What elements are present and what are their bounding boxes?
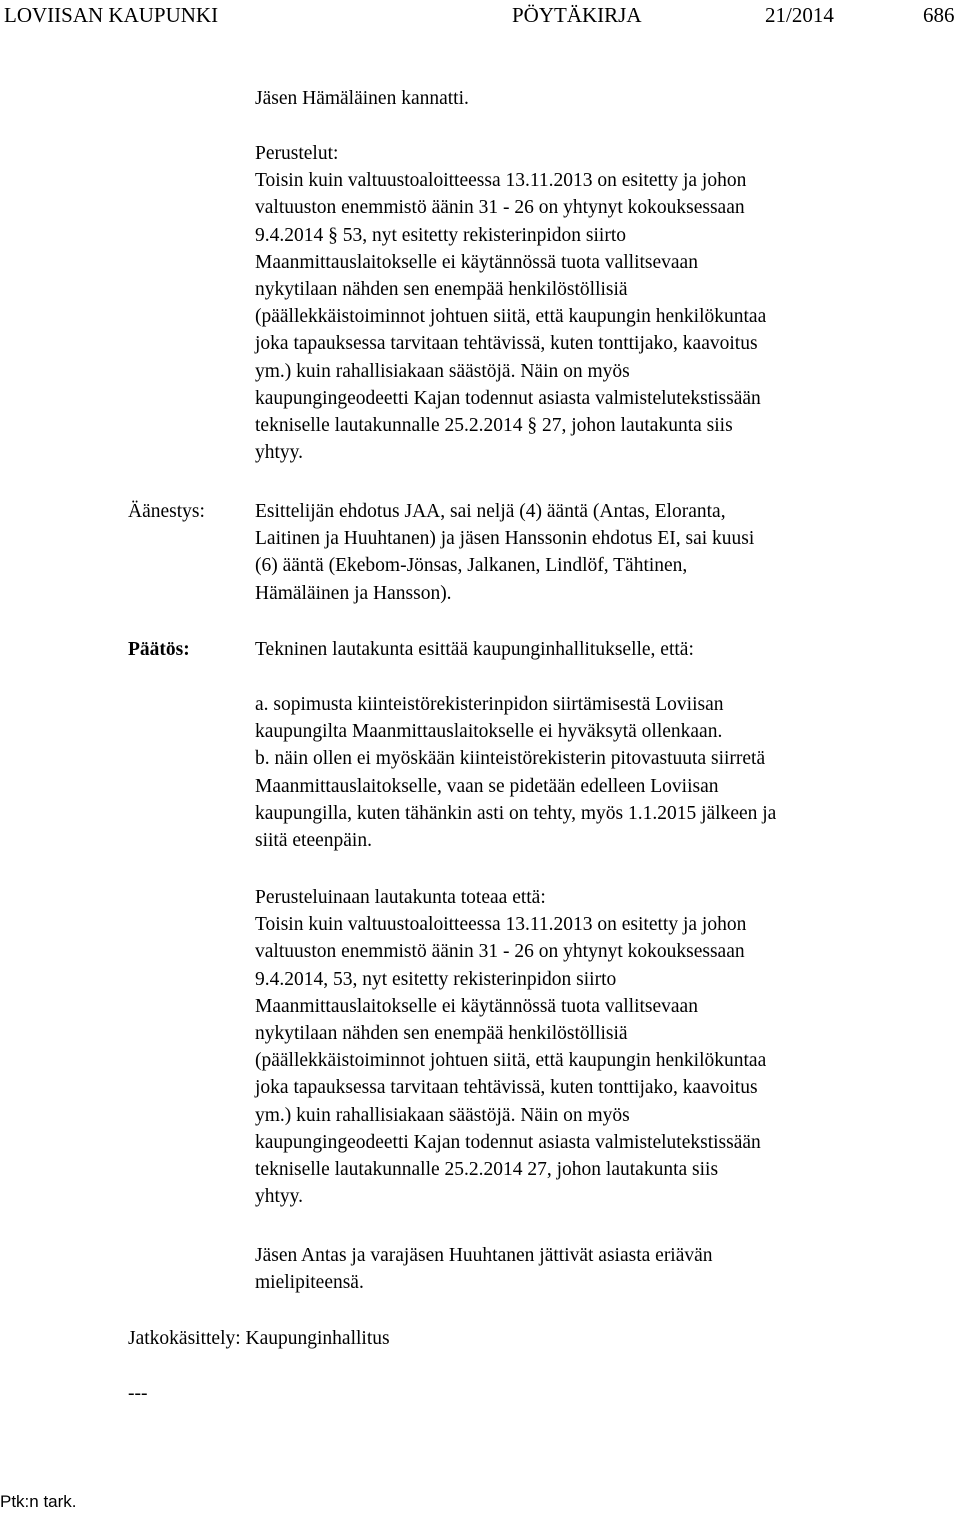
- board-reasoning-line: (päällekkäistoiminnot johtuen siitä, että kaupungin henkilökuntaa: [255, 1050, 767, 1072]
- decision-line: siitä eteenpäin.: [255, 829, 372, 851]
- reasoning-line: Maanmittauslaitokselle ei käytännössä tuota vallitsevaan: [255, 251, 698, 273]
- reasoning-line: joka tapauksessa tarvitaan tehtävissä, kuten tonttijako, kaavoitus: [255, 333, 758, 355]
- reasoning-line: nykytilaan nähden sen enempää henkilöstöllisiä: [255, 278, 628, 300]
- header-number: 21/2014: [765, 3, 834, 27]
- separator: ---: [128, 1383, 148, 1404]
- reasoning-line: tekniselle lautakunnalle 25.2.2014 § 27, johon lautakunta siis: [255, 414, 733, 436]
- reasoning-line: Toisin kuin valtuustoaloitteessa 13.11.2013 on esitetty ja johon: [255, 170, 747, 192]
- reasoning-line: yhtyy.: [255, 442, 304, 464]
- further-handling: Jatkokäsittely: Kaupunginhallitus: [128, 1328, 390, 1349]
- decision-line: kaupungilla, kuten tähänkin asti on tehty, myös 1.1.2015 jälkeen ja: [255, 802, 777, 824]
- decision-intro: [255, 636, 694, 663]
- reasoning-title: Perustelut:: [255, 143, 339, 164]
- board-reasoning-line: tekniselle lautakunnalle 25.2.2014 27, johon lautakunta siis: [255, 1158, 719, 1180]
- board-reasoning-line: Maanmittauslaitokselle ei käytännössä tuota vallitsevaan: [255, 995, 698, 1017]
- decision-line: b. näin ollen ei myöskään kiinteistörekisterin pitovastuuta siirretä: [255, 748, 766, 770]
- dissent-line: Jäsen Antas ja varajäsen Huuhtanen jättivät asiasta eriävän: [255, 1245, 713, 1266]
- opening-text: [255, 85, 469, 112]
- board-reasoning-line: joka tapauksessa tarvitaan tehtävissä, kuten tonttijako, kaavoitus: [255, 1077, 758, 1099]
- board-reasoning-line: 9.4.2014, 53, nyt esitetty rekisterinpidon siirto: [255, 968, 617, 990]
- decision-line: kaupungilta Maanmittauslaitokselle ei hyväksytä ollenkaan.: [255, 721, 723, 743]
- vote-line: Hämäläinen ja Hansson).: [255, 582, 452, 604]
- footer-note: Ptk:n tark.: [0, 1492, 77, 1511]
- decision-intro-line: Tekninen lautakunta esittää kaupunginhallitukselle, että:: [255, 639, 694, 660]
- board-reasoning-title: Perusteluinaan lautakunta toteaa että:: [255, 887, 546, 908]
- reasoning-line: (päällekkäistoiminnot johtuen siitä, että kaupungin henkilökuntaa: [255, 306, 767, 328]
- board-reasoning-line: nykytilaan nähden sen enempää henkilöstöllisiä: [255, 1022, 628, 1044]
- board-reasoning-section: [255, 884, 766, 1210]
- board-reasoning-line: Toisin kuin valtuustoaloitteessa 13.11.2013 on esitetty ja johon: [255, 914, 747, 936]
- header-page-number: 686: [923, 3, 955, 27]
- decision-label: Päätös:: [128, 639, 190, 660]
- reasoning-line: valtuuston enemmistö äänin 31 - 26 on yhtynyt kokouksessaan: [255, 197, 745, 219]
- vote-line: (6) ääntä (Ekebom-Jönsas, Jalkanen, Lindlöf, Tähtinen,: [255, 555, 688, 577]
- reasoning-line: ym.) kuin rahallisiakaan säästöjä. Näin on myös: [255, 360, 630, 382]
- board-reasoning-line: valtuuston enemmistö äänin 31 - 26 on yhtynyt kokouksessaan: [255, 941, 745, 963]
- vote-section: [255, 498, 754, 607]
- decision-line: Maanmittauslaitokselle, vaan se pidetään edelleen Loviisan: [255, 775, 719, 797]
- board-reasoning-line: yhtyy.: [255, 1186, 304, 1208]
- opening-line: Jäsen Hämäläinen kannatti.: [255, 88, 469, 109]
- reasoning-line: kaupungingeodeetti Kajan todennut asiasta valmistelutekstissään: [255, 387, 761, 409]
- vote-line: Esittelijän ehdotus JAA, sai neljä (4) ääntä (Antas, Eloranta,: [255, 501, 726, 522]
- reasoning-line: 9.4.2014 § 53, nyt esitetty rekisterinpidon siirto: [255, 224, 627, 246]
- header-org: LOVIISAN KAUPUNKI: [4, 3, 219, 27]
- reasoning-section: [255, 140, 766, 466]
- vote-label: Äänestys:: [128, 501, 205, 522]
- decision-section: [255, 691, 776, 854]
- header-doc-type: PÖYTÄKIRJA: [512, 3, 642, 27]
- vote-line: Laitinen ja Huuhtanen) ja jäsen Hanssonin ehdotus EI, sai kuusi: [255, 528, 755, 550]
- decision-line: a. sopimusta kiinteistörekisterinpidon siirtämisestä Loviisan: [255, 694, 724, 715]
- dissent-line: mielipiteensä.: [255, 1272, 364, 1294]
- board-reasoning-line: kaupungingeodeetti Kajan todennut asiasta valmistelutekstissään: [255, 1131, 761, 1153]
- dissent-section: [255, 1242, 713, 1296]
- board-reasoning-line: ym.) kuin rahallisiakaan säästöjä. Näin on myös: [255, 1104, 630, 1126]
